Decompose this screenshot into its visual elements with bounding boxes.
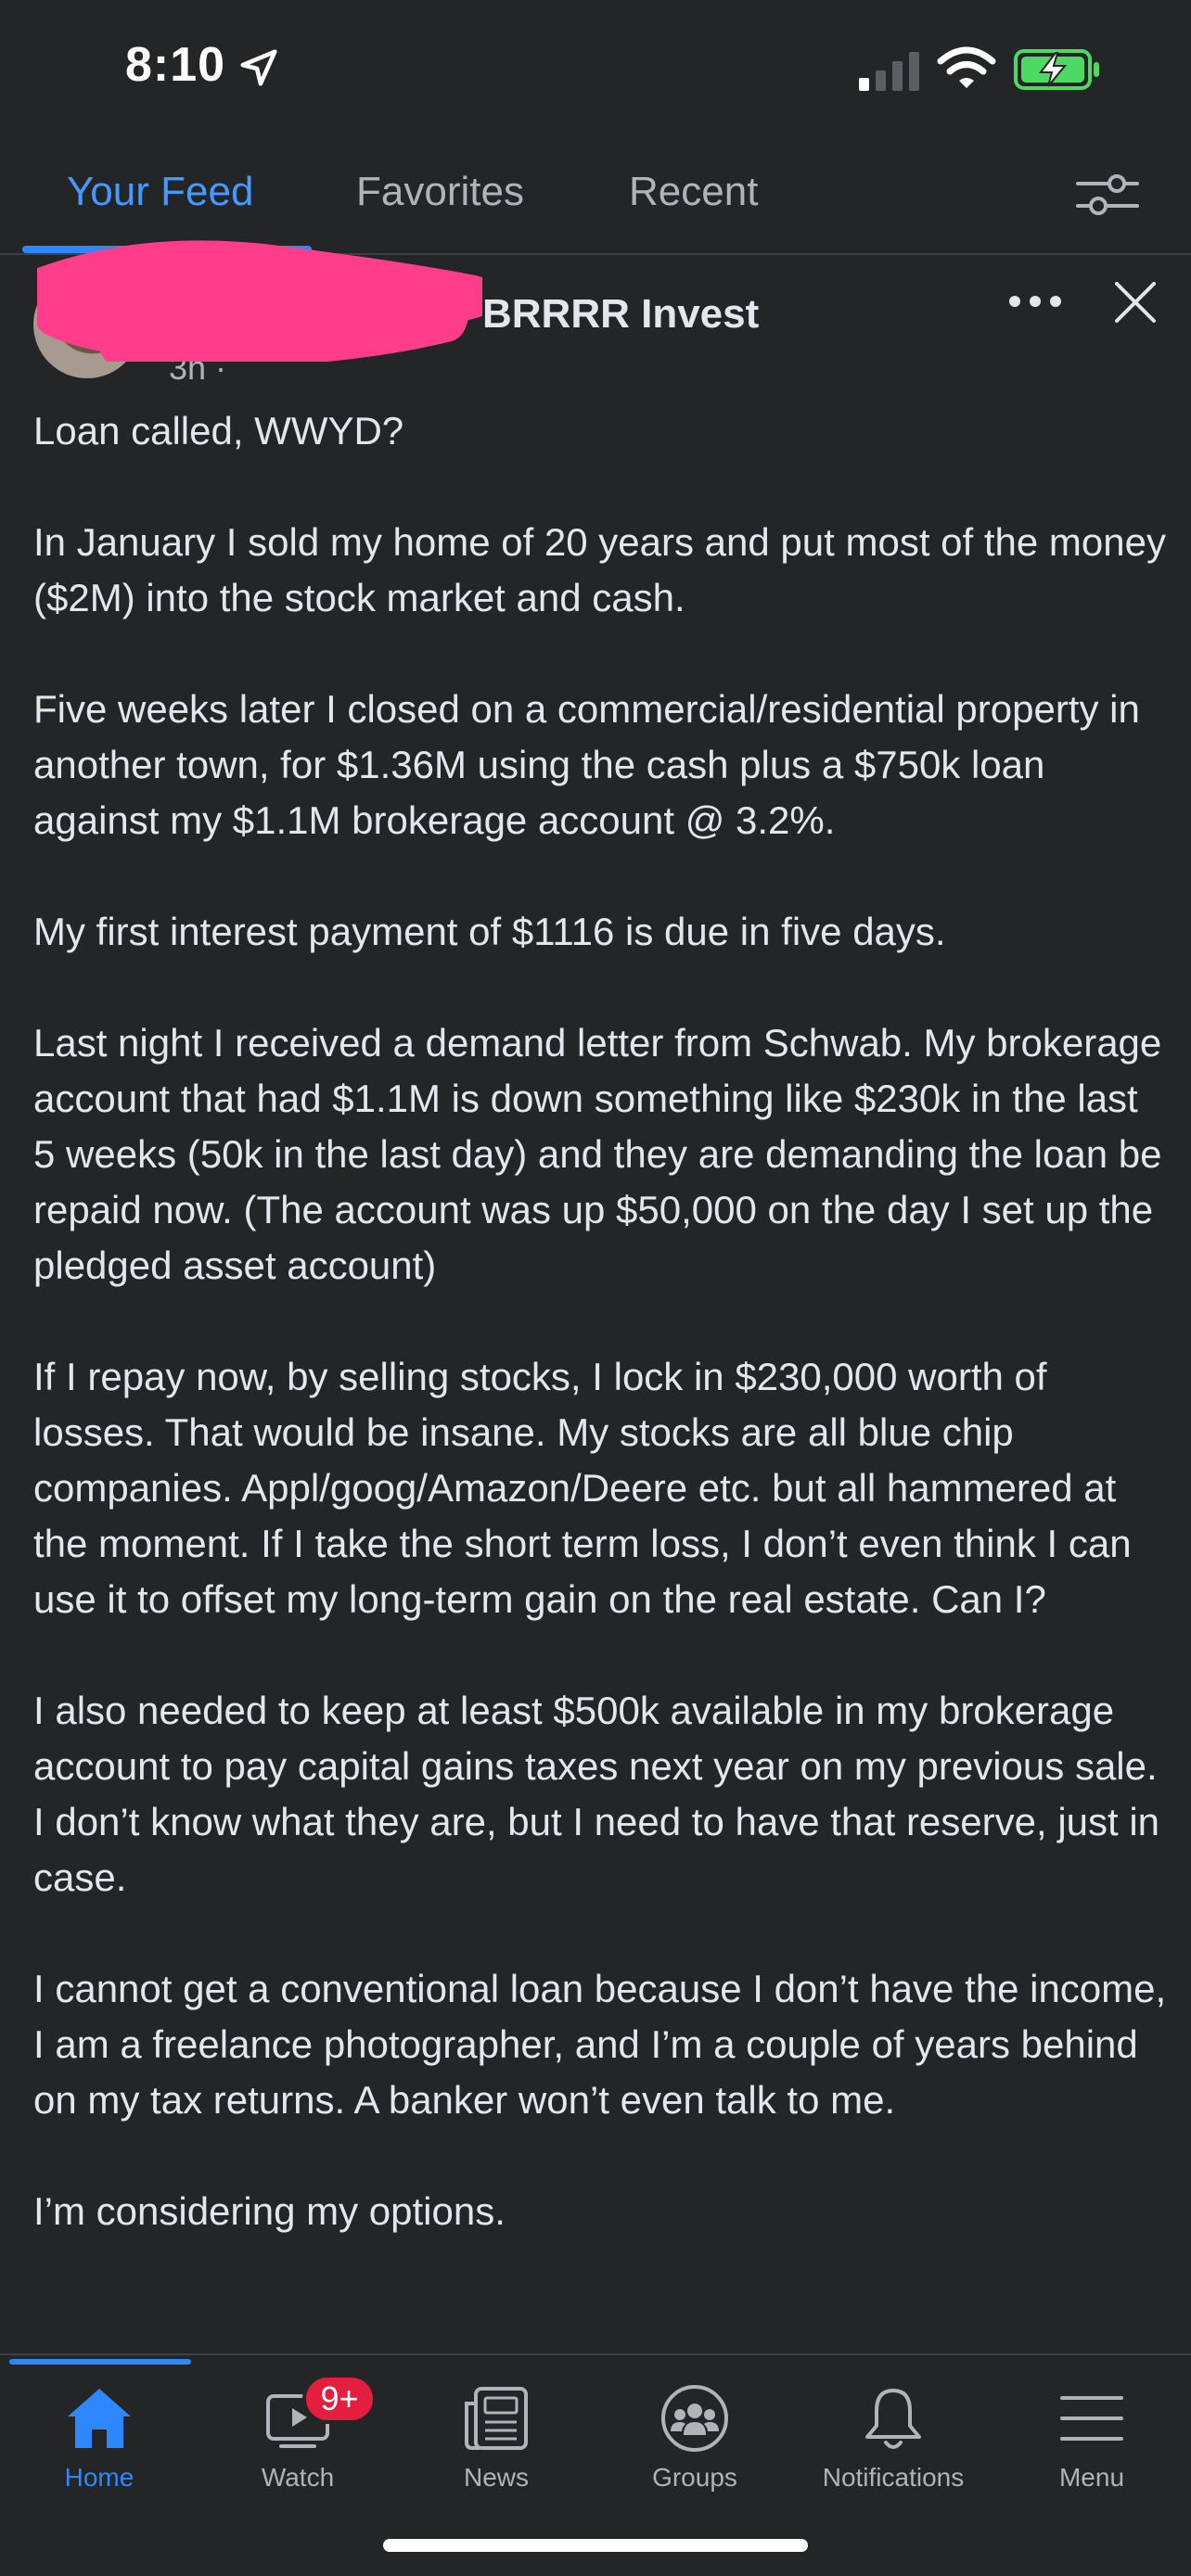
post-paragraph: I cannot get a conventional loan because I don’t have the income, I am a freelance photographer, and I’m a couple of years behind on my tax returns. A banker won’t even talk to me. [33,1967,1167,2122]
post-paragraph: Five weeks later I closed on a commercial/residential property in another town, for $1.36M using the cash plus a $750k loan against my $1.1M brokerage account @ 3.2%. [33,687,1140,842]
nav-menu[interactable] [992,2381,1191,2502]
home-indicator[interactable] [383,2539,808,2552]
wifi-icon [937,46,996,91]
post-paragraph: I also needed to keep at least $500k available in my brokerage account to pay capital gains taxes next year on my previous sale. I don’t know what they are, but I need to have that reserve, just in case. [33,1689,1160,1899]
post-paragraph: In January I sold my home of 20 years and put most of the money ($2M) into the stock market and cash. [33,520,1166,619]
home-icon [62,2381,136,2455]
post-header [0,260,1191,399]
nav-groups[interactable] [596,2381,794,2502]
post-title: Loan called, WWYD? [33,409,404,453]
battery-charging-icon [1013,48,1102,91]
cellular-signal-icon [857,50,922,91]
tab-favorites[interactable]: Favorites [356,169,524,214]
nav-news-label: News [463,2463,529,2492]
groups-icon [658,2381,732,2455]
post-paragraph: My first interest payment of $1116 is due in five days. [33,910,946,953]
close-icon[interactable] [1109,276,1161,328]
more-options-icon[interactable] [1006,287,1064,315]
nav-home-label: Home [64,2463,134,2492]
nav-notifications[interactable] [794,2381,992,2502]
status-time: 8:10 [125,38,226,92]
nav-watch-label: Watch [261,2463,335,2492]
post-timestamp[interactable]: 3h · [169,349,227,387]
nav-menu-label: Menu [1058,2463,1125,2492]
post-paragraph: If I repay now, by selling stocks, I lock in $230,000 worth of losses. That would be insane. My stocks are all blue chip companies. Appl/goog/Amazon/Deere etc. but all hammered at the moment. If I take the short term loss, I don’t even think I can use it to offset my long-term gain on the real estate. Can I? [33,1355,1132,1621]
nav-home[interactable] [0,2381,198,2502]
post-paragraph: I’m considering my options. [33,2189,506,2233]
tab-recent[interactable]: Recent [629,169,759,214]
menu-icon [1055,2381,1129,2455]
location-arrow-icon [237,46,280,89]
post-body [33,403,1170,2351]
post-group-name[interactable]: BRRRR Invest [482,291,760,337]
filter-sliders-icon[interactable] [1074,167,1141,223]
post-author[interactable]: Scott [186,291,288,337]
bell-icon [856,2381,930,2455]
watch-notification-badge: 9+ [302,2374,377,2424]
nav-notifications-label: Notifications [822,2463,965,2492]
nav-news[interactable] [397,2381,596,2502]
tab-your-feed[interactable]: Your Feed [67,169,254,214]
post-paragraph: Last night I received a demand letter from Schwab. My brokerage account that had $1.1M is down something like $230k in the last 5 weeks (50k in the last day) and they are demanding the loan be repaid now. (The account was up $50,000 on the day I set up the pledged asset account) [33,1021,1162,1287]
nav-watch[interactable] [198,2381,397,2502]
redaction-scribble [37,232,482,362]
nav-groups-label: Groups [652,2463,737,2492]
news-icon [459,2381,533,2455]
status-bar [0,0,1191,139]
active-nav-indicator [9,2359,191,2365]
